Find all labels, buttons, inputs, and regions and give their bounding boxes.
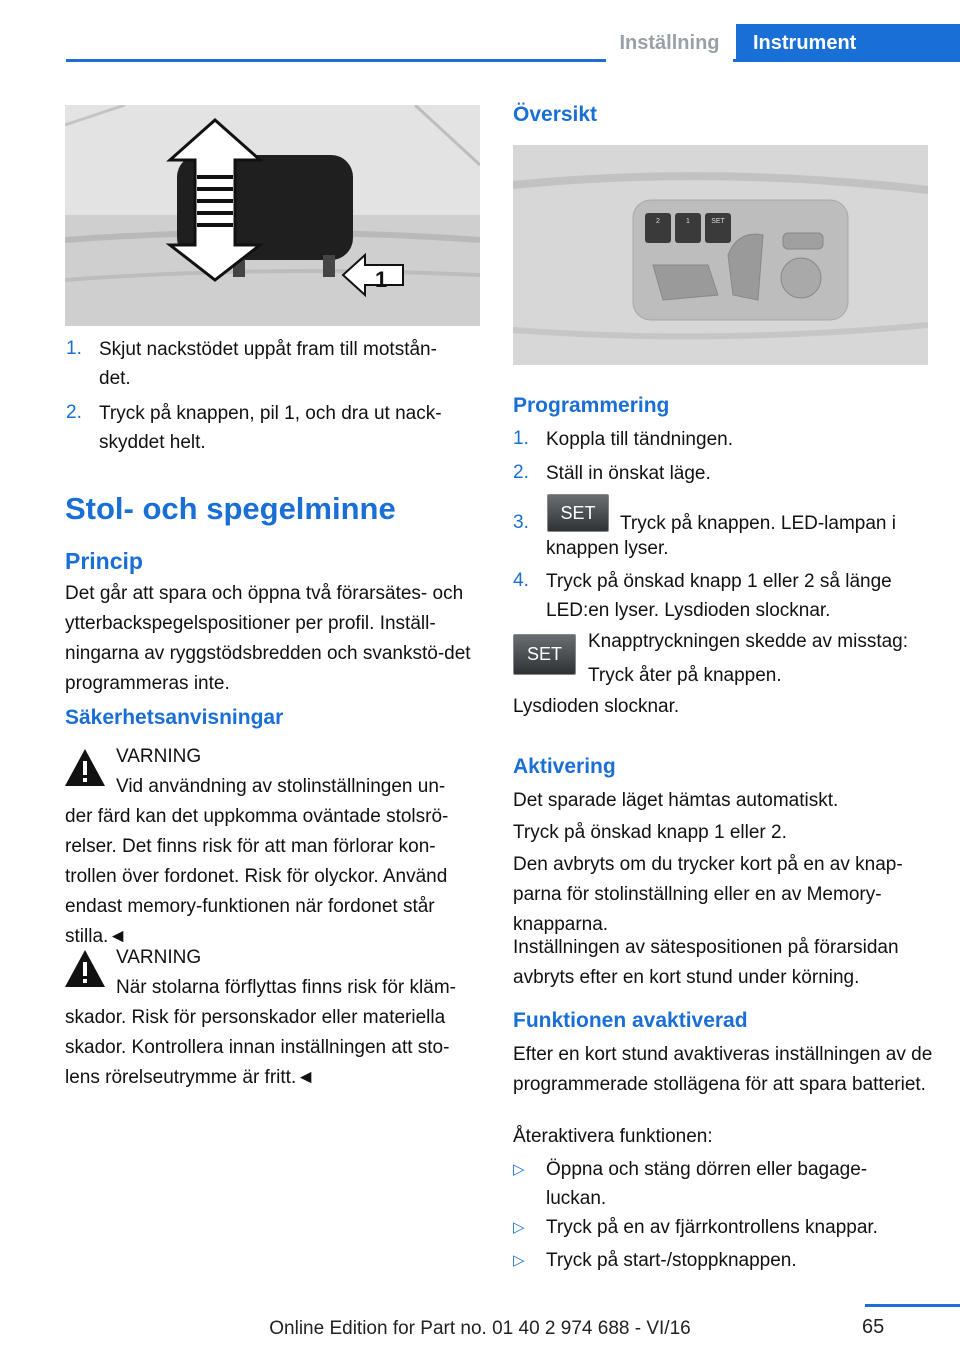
page-number: 65 [862,1316,885,1338]
section-title: Stol- och spegelminne [65,491,396,526]
deactivated-heading: Funktionen avaktiverad [513,1009,748,1032]
panel-button-set: SET [711,218,725,225]
step-number: 1. [66,338,82,359]
seat-controls-photo [513,145,928,365]
warning-icon [63,746,107,790]
programming-step-1: Koppla till tändningen. [546,429,733,450]
set-button-icon: SET [513,634,576,675]
principle-heading: Princip [65,548,143,574]
note-line-1: Knapptryckningen skedde av misstag: [588,631,909,652]
warning-text: skador. Risk för personskador eller materiella skador. Kontrollera innan inställningen att sto-lens rörelseutrymme är fritt.◄ [65,1007,450,1088]
activation-paragraph: Det sparade läget hämtas automatiskt. [513,790,839,811]
activation-paragraph: Den avbryts om du trycker kort på en av knap-parna för stolinställning eller en av Memory-knapparna. [513,854,903,935]
reactivate-bullet: Tryck på start-/stoppknappen. [546,1250,797,1271]
safety-heading: Säkerhetsanvisningar [65,706,284,729]
headrest-step-2: Tryck på knappen, pil 1, och dra ut nack- skyddet helt. [99,403,442,453]
programming-step-2: Ställ in önskat läge. [546,463,711,484]
step-number: 1. [513,428,529,449]
programming-heading: Programmering [513,394,670,417]
programming-step-4: Tryck på önskad knapp 1 eller 2 så länge LED:en lyser. Lysdioden slocknar. [546,571,892,621]
principle-text: Det går att spara och öppna två förarsätes- och ytterbackspegelspositioner per profil. Inställ-ningarna av ryggstödsbredden och svankstö-det programmeras inte. [65,583,471,694]
step-number: 2. [66,402,82,423]
tab-installning[interactable]: Inställning [606,24,733,62]
warning-text: der färd kan det uppkomma oväntade stolsrö-relser. Det finns risk för att man förlorar kon-trollen över fordonet. Risk för olyckor. Använd endast memory-funktionen när fordonet står stilla.◄ [65,806,449,947]
headrest-photo [65,105,480,326]
step-number: 2. [513,462,529,483]
note-line-2: Tryck åter på knappen. [588,665,782,686]
set-button-icon: SET [547,494,609,532]
step-number: 3. [513,512,529,533]
activation-heading: Aktivering [513,755,616,778]
reactivate-bullet: Öppna och stäng dörren eller bagage- luckan. [546,1159,868,1209]
programming-step-3-cont: knappen lyser. [546,538,669,559]
edition-footer: Online Edition for Part no. 01 40 2 974 688 - VI/16 [269,1318,691,1339]
panel-button-1: 1 [686,218,690,225]
warning-title: VARNING [116,746,202,767]
activation-paragraph: Inställningen av sätespositionen på förarsidan avbryts efter en kort stund under körning. [513,937,899,988]
page-rule [865,1304,960,1307]
warning-first-line: Vid användning av stolinställningen un- [116,776,446,797]
warning-first-line: När stolarna förflyttas finns risk för kläm- [116,977,456,998]
deactivated-text: Efter en kort stund avaktiveras inställningen av de programmerade stollägena för att spara batteriet. [513,1044,933,1095]
tab-instrument[interactable]: Instrument [736,24,960,62]
bullet-triangle-icon: ▷ [513,1219,525,1236]
note-after: Lysdioden slocknar. [513,696,680,717]
warning-icon [63,947,107,991]
bullet-triangle-icon: ▷ [513,1252,525,1269]
overview-heading: Översikt [513,103,598,126]
bullet-triangle-icon: ▷ [513,1161,525,1178]
reactivate-intro: Återaktivera funktionen: [513,1126,713,1147]
programming-step-3: Tryck på knappen. LED-lampan i [620,513,896,534]
headrest-step-1: Skjut nackstödet uppåt fram till motstån- det. [99,339,437,389]
image-callout-1: 1 [375,267,388,292]
warning-title: VARNING [116,947,202,968]
step-number: 4. [513,570,529,591]
panel-button-2: 2 [656,218,660,225]
activation-paragraph: Tryck på önskad knapp 1 eller 2. [513,822,787,843]
reactivate-bullet: Tryck på en av fjärrkontrollens knappar. [546,1217,878,1238]
